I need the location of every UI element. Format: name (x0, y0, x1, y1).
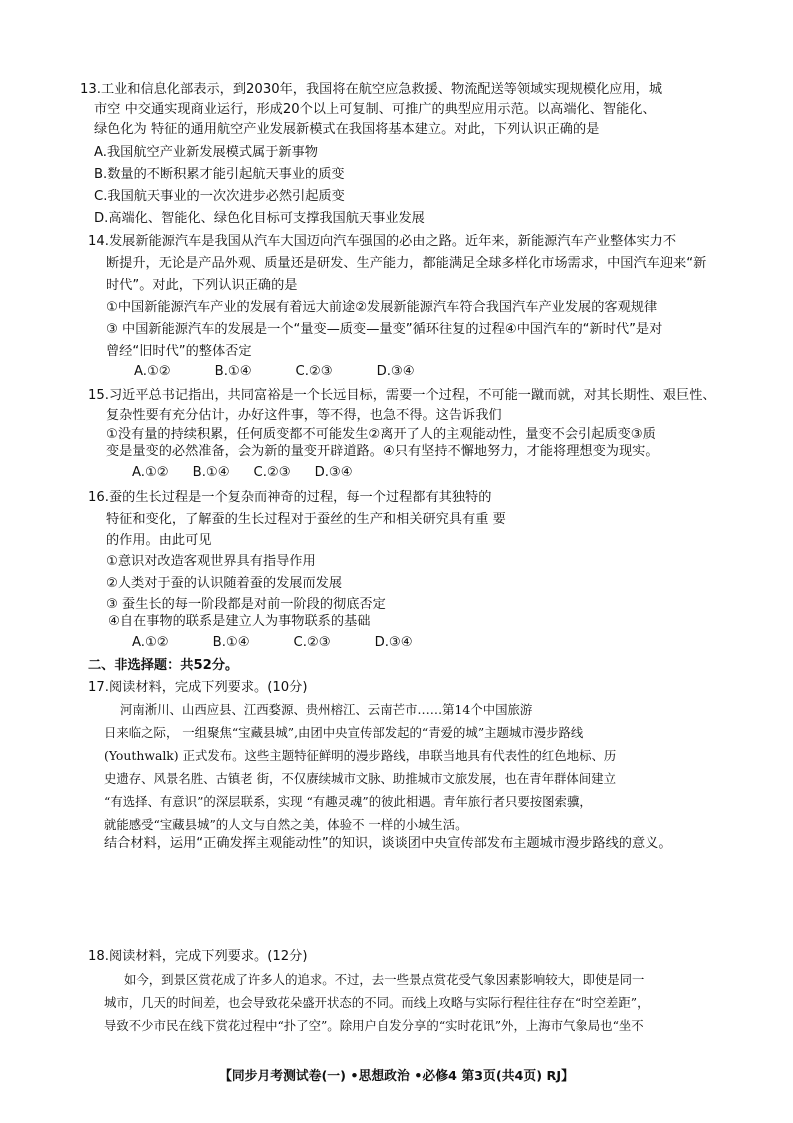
q14-stem-line-1: 14.发展新能源汽车是我国从汽车大国迈向汽车强国的必由之路。近年来，新能源汽车产业整体实力不 (88, 234, 677, 249)
q15-option-d: D.③④ (314, 465, 353, 480)
q16-option-c: C.②③ (293, 635, 331, 650)
q13-stem-line-2: 市空 中交通实现商业运行，形成20个以上可复制、可推广的典型应用示范。以高端化、智能化、 (94, 102, 656, 117)
q16-statement-1: ①意识对改造客观世界具有指导作用 (106, 554, 316, 569)
q15-option-b: B.①④ (192, 465, 230, 480)
q17-material-line-1: 河南淅川、山西应县、江西婺源、贵州榕江、云南芒市……第14个中国旅游 (120, 702, 533, 717)
q17-heading: 17.阅读材料，完成下列要求。(10分) (88, 680, 308, 695)
q16-options (132, 633, 413, 653)
q16-statement-2: ②人类对于蚕的认识随着蚕的发展而发展 (106, 576, 343, 591)
q17-material-line-5: “有选择、有意识”的深层联系，实现 “有趣灵魂”的彼此相遇。青年旅行者只要按图索骥， (104, 794, 592, 809)
q17-material-line-6: 就能感受“宝藏县城”的人文与自然之美，体验不 一样的小城生活。 (104, 817, 468, 832)
q17-prompt: 结合材料，运用“正确发挥主观能动性”的知识，谈谈团中央宣传部发布主题城市漫步路线的意义。 (104, 836, 672, 851)
q16-stem-line-3: 的作用。由此可见 (106, 533, 212, 548)
q14-option-c: C.②③ (295, 364, 333, 379)
q17-material-line-3: (Youthwalk) 正式发布。这些主题特征鲜明的漫步路线，串联当地具有代表性的红色地标、历 (104, 748, 617, 763)
q15-options (132, 463, 353, 483)
q15-option-c: C.②③ (253, 465, 291, 480)
q13-option-a: A.我国航空产业新发展模式属于新事物 (94, 145, 318, 160)
q18-heading: 18.阅读材料，完成下列要求。(12分) (88, 949, 308, 964)
q14-statement-line-1: ①中国新能源汽车产业的发展有着远大前途②发展新能源汽车符合我国汽车产业发展的客观规律 (106, 300, 658, 315)
q16-option-b: B.①④ (212, 635, 250, 650)
q14-stem-line-2: 断提升，无论是产品外观、质量还是研发、生产能力，都能满足全球多样化市场需求，中国汽车迎来“新 (106, 256, 707, 271)
q18-material-line-1: 如今，到景区赏花成了许多人的追求。不过，去一些景点赏花受气象因素影响较大，即使是同一 (124, 972, 645, 987)
page-footer: 【同步月考测试卷(一) •思想政治 •必修4 第3页(共4页) RJ】 (219, 1069, 574, 1084)
q13-stem-line-3: 绿色化为 特征的通用航空产业发展新模式在我国将基本建立。对此，下列认识正确的是 (94, 122, 600, 137)
q17-material-line-2: 日来临之际， 一组聚焦“宝藏县城”,由团中央宣传部发起的“青爱的城”主题城市漫步路线 (104, 725, 584, 740)
q15-option-a: A.①② (132, 465, 169, 480)
q16-option-d: D.③④ (374, 635, 413, 650)
q16-statement-4: ④自在事物的联系是建立人为事物联系的基础 (108, 614, 371, 629)
q14-options (134, 362, 415, 382)
q14-option-d: D.③④ (376, 364, 415, 379)
q14-stem-line-3: 时代”。对此，下列认识正确的是 (106, 278, 298, 293)
q13-stem-line-1: 13.工业和信息化部表示，到2030年，我国将在航空应急救援、物流配送等领域实现规模化应用，城 (80, 82, 663, 97)
q15-statement-line-1: ①没有量的持续积累，任何质变都不可能发生②离开了人的主观能动性，量变不会引起质变③质 (106, 427, 656, 442)
q14-statement-line-3: 曾经“旧时代”的整体否定 (106, 344, 252, 359)
q15-stem-line-2: 复杂性要有充分估计，办好这件事，等不得，也急不得。这告诉我们 (106, 408, 502, 423)
q13-option-b: B.数量的不断积累才能引起航天事业的质变 (94, 167, 345, 182)
section-heading: 二、非选择题：共52分。 (88, 658, 239, 673)
q15-stem-line-1: 15.习近平总书记指出，共同富裕是一个长远目标，需要一个过程，不可能一蹴而就，对其长期性、艰巨性、 (88, 388, 716, 403)
q16-statement-3: ③ 蚕生长的每一阶段都是对前一阶段的彻底否定 (106, 597, 386, 612)
q16-stem-line-2: 特征和变化，了解蚕的生长过程对于蚕丝的生产和相关研究具有重 要 (106, 512, 506, 527)
q16-option-a: A.①② (132, 635, 169, 650)
q17-material-line-4: 史遗存、风景名胜、古镇老 街，不仅赓续城市文脉、助推城市文旅发展，也在青年群体间建立 (104, 771, 616, 786)
q16-stem-line-1: 16.蚕的生长过程是一个复杂而神奇的过程，每一个过程都有其独特的 (88, 490, 492, 505)
q14-option-a: A.①② (134, 364, 171, 379)
q18-material-line-3: 导致不少市民在线下赏花过程中“扑了空”。除用户自发分享的“实时花讯”外，上海市气象局也“坐不 (104, 1018, 644, 1033)
q14-option-b: B.①④ (214, 364, 252, 379)
q15-statement-line-2: 变是量变的必然准备，会为新的量变开辟道路。④只有坚持不懈地努力，才能将理想变为现实。 (106, 444, 659, 459)
q18-material-line-2: 城市，几天的时间差，也会导致花朵盛开状态的不同。而线上攻略与实际行程往往存在“时空差距”， (104, 995, 650, 1010)
q14-statement-line-2: ③ 中国新能源汽车的发展是一个“量变—质变—量变”循环往复的过程④中国汽车的“新时代”是对 (106, 322, 663, 337)
q13-option-c: C.我国航天事业的一次次进步必然引起质变 (94, 189, 345, 204)
q13-option-d: D.高端化、智能化、绿色化目标可支撑我国航天事业发展 (94, 211, 425, 226)
